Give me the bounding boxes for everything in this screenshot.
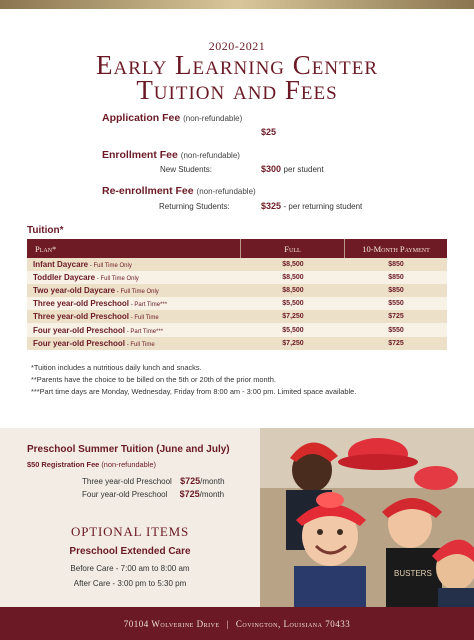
plan-name: Two year-old Daycare: [33, 286, 116, 296]
extended-care-heading: Preschool Extended Care: [69, 546, 191, 557]
summer-three-label: Three year-old Preschool: [82, 477, 172, 486]
plan-name: Four year-old Preschool: [33, 338, 126, 348]
row-full: $7,250: [282, 339, 304, 347]
enrollment-fee-value: $300: [261, 164, 282, 174]
plan-sub: - Full Time: [129, 315, 159, 322]
header-plan: Plan*: [27, 239, 241, 258]
plan-sub: - Full Time Only: [115, 289, 159, 296]
plan-name: Three year-old Preschool: [33, 299, 130, 309]
tuition-table: [27, 239, 447, 350]
reenrollment-fee-value: $325: [261, 201, 282, 211]
tuition-table-header: [27, 239, 447, 258]
tuition-footnotes: [31, 362, 356, 398]
footnote-lunch: *Tuition includes a nutritious daily lunch and snacks.: [31, 363, 202, 372]
plan-name: Infant Daycare: [33, 260, 89, 270]
top-gold-bar: [0, 0, 474, 9]
tuition-heading: Tuition*: [27, 225, 64, 236]
reenrollment-fee-per: - per returning student: [283, 202, 363, 211]
after-care-line: After Care - 3:00 pm to 5:30 pm: [73, 579, 187, 588]
table-row: [27, 284, 447, 297]
tuition-table-body: [27, 258, 447, 350]
row-plan: [27, 339, 241, 348]
row-full: $8,500: [282, 261, 304, 269]
row-ten: $850: [388, 274, 404, 282]
plan-name: Three year-old Preschool: [33, 312, 130, 322]
row-full: $8,500: [282, 274, 304, 282]
application-fee-heading: [102, 112, 242, 124]
enrollment-fee-label: Enrollment Fee: [102, 149, 178, 161]
row-ten: $850: [388, 287, 404, 295]
plan-sub: - Full Time Only: [95, 276, 139, 283]
registration-fee-amount: $50 Registration Fee: [27, 460, 100, 469]
enrollment-fee-per: per student: [283, 165, 324, 174]
reenrollment-fee-heading: [102, 185, 256, 197]
row-ten: $725: [388, 339, 404, 347]
application-fee-amount: $25: [261, 127, 277, 137]
photo-illustration: [260, 428, 474, 607]
table-row: [27, 271, 447, 284]
row-plan: [27, 273, 241, 282]
registration-fee-note: (non-refundable): [99, 460, 156, 469]
plan-sub: - Part Time***: [129, 302, 168, 309]
table-row: [27, 258, 447, 271]
plan-name: Toddler Daycare: [33, 273, 96, 283]
header-full: Full: [241, 239, 345, 258]
row-plan: [27, 326, 241, 335]
summer-three-per: /month: [200, 477, 225, 486]
summer-tuition-heading: Preschool Summer Tuition (June and July): [27, 444, 230, 455]
footnote-part-time: ***Part time days are Monday, Wednesday, Friday from 8:00 am - 3:00 pm. Limited space available.: [31, 387, 357, 396]
plan-name: Four year-old Preschool: [33, 325, 126, 335]
returning-students-label: Returning Students:: [159, 202, 230, 211]
page-title-line1: Early Learning Center: [95, 50, 379, 80]
row-full: $5,500: [282, 326, 304, 334]
summer-three-year-line: [82, 476, 225, 486]
footnote-billing: **Parents have the choice to be billed on the 5th or 20th of the prior month.: [31, 375, 276, 384]
table-row: [27, 297, 447, 310]
enrollment-fee-heading: [102, 149, 240, 161]
summer-four-amount: $725: [179, 489, 200, 499]
registration-fee: [27, 460, 156, 469]
reenrollment-fee-amount: [261, 201, 362, 211]
summer-four-per: /month: [199, 490, 225, 499]
plan-sub: - Full Time Only: [88, 263, 132, 270]
page-title-line2: Tuition and Fees: [136, 75, 338, 105]
row-full: $7,250: [282, 313, 304, 321]
row-plan: [27, 299, 241, 308]
row-full: $5,500: [282, 300, 304, 308]
row-ten: $725: [388, 313, 404, 321]
summer-three-amount: $725: [180, 476, 201, 486]
row-plan: [27, 312, 241, 321]
row-plan: [27, 286, 241, 295]
reenrollment-fee-label: Re-enrollment Fee: [102, 185, 194, 197]
shirt-text: BUSTERS: [394, 569, 432, 578]
children-firefighter-photo: [260, 428, 474, 607]
enrollment-fee-amount: [261, 164, 324, 174]
row-full: $8,500: [282, 287, 304, 295]
summer-four-label: Four year-old Preschool: [82, 490, 168, 499]
optional-items-heading: OPTIONAL ITEMS: [71, 524, 189, 539]
summer-four-year-line: [82, 489, 224, 499]
reenrollment-fee-note: (non-refundable): [196, 187, 256, 196]
enrollment-fee-note: (non-refundable): [180, 151, 240, 160]
footer-address-bar: [0, 607, 474, 640]
school-year: 2020-2021: [208, 39, 266, 53]
new-students-label: New Students:: [160, 165, 213, 174]
table-row: [27, 323, 447, 336]
table-row: [27, 337, 447, 350]
application-fee-label: Application Fee: [102, 112, 181, 124]
row-ten: $550: [388, 300, 404, 308]
table-row: [27, 310, 447, 323]
application-fee-note: (non-refundable): [183, 114, 243, 123]
plan-sub: - Full Time: [125, 341, 155, 348]
header-ten-month: 10-Month Payment: [362, 243, 430, 254]
row-plan: [27, 260, 241, 269]
footer-street: 70104 Wolverine Drive: [123, 618, 220, 629]
row-ten: $850: [388, 261, 404, 269]
footer-city: Covington, Louisiana 70433: [235, 618, 351, 629]
row-ten: $550: [388, 326, 404, 334]
plan-sub: - Part Time***: [125, 328, 164, 335]
footer-separator: |: [226, 618, 229, 629]
before-care-line: Before Care - 7:00 am to 8:00 am: [70, 564, 190, 573]
